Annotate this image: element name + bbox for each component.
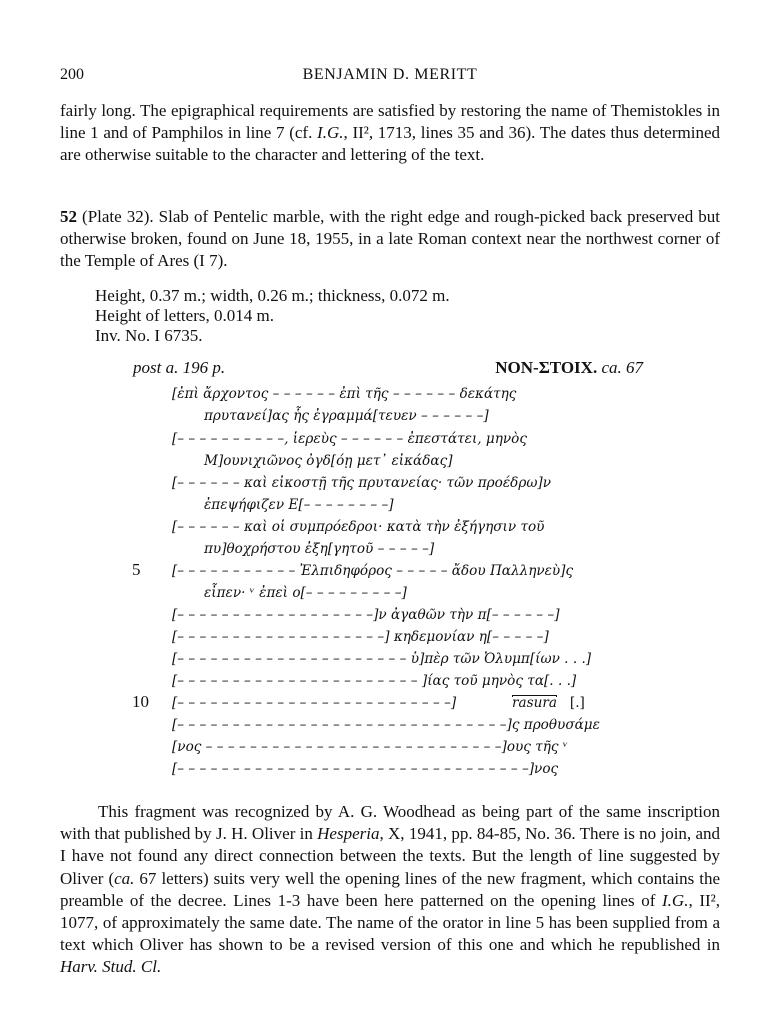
inscription-line: εἶπεν· ᵛ ἐπεὶ ο[– – – – – – – – –]	[204, 585, 407, 601]
inscription-line: [νος – – – – – – – – – – – – – – – – – – – – – – – – – – –]ους τῆς ᵛ	[172, 739, 568, 755]
running-head: BENJAMIN D. MERITT	[302, 66, 478, 83]
entry-description: (Plate 32). Slab of Pentelic marble, with the right edge and rough-picked back preserved but otherwise broken, found on June 18, 1955, in a late Roman context near the northwest corner of the Temple of Ares (I 7).	[60, 207, 720, 271]
intro-paragraph	[60, 100, 720, 167]
entry-paragraph	[60, 206, 720, 273]
inscription-headline	[133, 358, 643, 380]
commentary-paragraph	[60, 801, 720, 979]
rasura-word: rasura	[512, 695, 557, 711]
inscription-line: [– – – – – – – – – – – – – – – – – – – – – – – – – – – – – – – –]νος	[172, 761, 559, 777]
intro-text-b: , II², 1713, lines 35 and 36). The dates thus determined are otherwise suitable to the character and lettering of the text.	[60, 123, 720, 165]
inscription-date: post a. 196 p.	[133, 358, 226, 377]
commentary-text-d: , II², 1077, of approximately the same date. The name of the orator in line 5 has been supplied from a text which Oliver has shown to be a revised version of this one and which he republished in	[60, 890, 720, 955]
inscription-line: πρυτανεί]ας ἧς ἐγραμμά[τευεν – – – – – –]	[204, 408, 489, 424]
inscription-line: [– – – – – – – – – – – – – – – – – – – – – ὑ]πὲρ τῶν Ὀλυμπ[ίων . . .]	[172, 651, 592, 667]
inscription-line: ἐπεψήφιζεν Ε[– – – – – – – –]	[204, 497, 394, 513]
commentary-circa: ca.	[114, 868, 135, 888]
stoich-label: NON-ΣΤΟΙΧ.	[495, 358, 598, 377]
intro-text-a: fairly long. The epigraphical requirements are satisfied by restoring the name of Themistokles in line 1 and of Pamphilos in line 7 (cf.	[60, 101, 720, 143]
inscription-line: [– – – – – – – – – – – – – – – – – – –] κηδεμονίαν η[– – – – –]	[172, 629, 549, 645]
stoich-count: ca. 67	[597, 358, 643, 377]
rasura-bracket: [.]	[569, 695, 585, 711]
commentary-journal: Hesperia	[317, 824, 380, 844]
inscription-line: [– – – – – – – – – – – – – – – – – – – – – – – – –]	[172, 695, 457, 711]
intro-citation: I.G.	[317, 123, 344, 143]
inscription-line: [– – – – – – – – – – – Ἐλπιδηφόρος – – – – – ἄδου Παλληνεὺ]ς	[172, 563, 574, 579]
commentary-journal-harv: Harv. Stud. Cl.	[60, 957, 162, 977]
spec-dimensions: Height, 0.37 m.; width, 0.26 m.; thickness, 0.072 m.	[95, 286, 450, 305]
page-header	[60, 66, 720, 88]
stoichedon-note	[495, 358, 643, 378]
inscription-line: [– – – – – – καὶ εἰκοστῇ τῆς πρυτανείας· τῶν προέδρω]ν	[172, 475, 551, 491]
line-number-10: 10	[132, 692, 149, 711]
spec-letter-height: Height of letters, 0.014 m.	[95, 306, 274, 325]
commentary-citation: I.G.	[662, 890, 689, 910]
commentary-text-a: This fragment was recognized by A. G. Woodhead as being part of the same inscription with that published by J. H. Oliver in	[60, 802, 720, 844]
inscription-line: Μ]ουνιχιῶνος ὀγδ[όῃ μετ᾽ εἰκάδας]	[204, 453, 453, 469]
inscription-line: [– – – – – – καὶ οἱ συμπρόεδροι· κατὰ τὴν ἐξήγησιν τοῦ	[172, 519, 545, 535]
spec-inventory: Inv. No. I 6735.	[95, 326, 203, 345]
inscription-line: [– – – – – – – – – –, ἱερεὺς – – – – – – ἐπεστάτει, μηνὸς	[172, 431, 527, 447]
commentary-text-b: , X, 1941, pp. 84-85, No. 36. There is no join, and I have not found any direct connection between the texts. But the length of line suggested by Oliver (	[60, 824, 720, 888]
inscription-line: [– – – – – – – – – – – – – – – – – – – – – – – – – – – – – –]ς προθυσάμε	[172, 717, 600, 733]
inscription-line: [– – – – – – – – – – – – – – – – – – – – – – ]ίας τοῦ μηνὸς τα[. . .]	[172, 673, 577, 689]
line-number-5: 5	[132, 560, 141, 579]
inscription-line: πυ]θοχρήστου ἐξη[γητοῦ – – – – –]	[204, 541, 435, 557]
commentary-text-c: 67 letters) suits very well the opening lines of the new fragment, which contains the preamble of the decree. Lines 1-3 have been here patterned on the opening lines of	[60, 868, 720, 910]
inscription-line: [– – – – – – – – – – – – – – – – – –]ν ἀγαθῶν τὴν π[– – – – – –]	[172, 607, 560, 623]
entry-number: 52	[60, 207, 77, 226]
rasura-note	[512, 694, 585, 712]
inscription-line: [ἐπὶ ἄρχοντος – – – – – – ἐπὶ τῆς – – – – – – δεκάτης	[172, 386, 517, 402]
page-number: 200	[60, 66, 84, 83]
specifications	[95, 286, 450, 346]
